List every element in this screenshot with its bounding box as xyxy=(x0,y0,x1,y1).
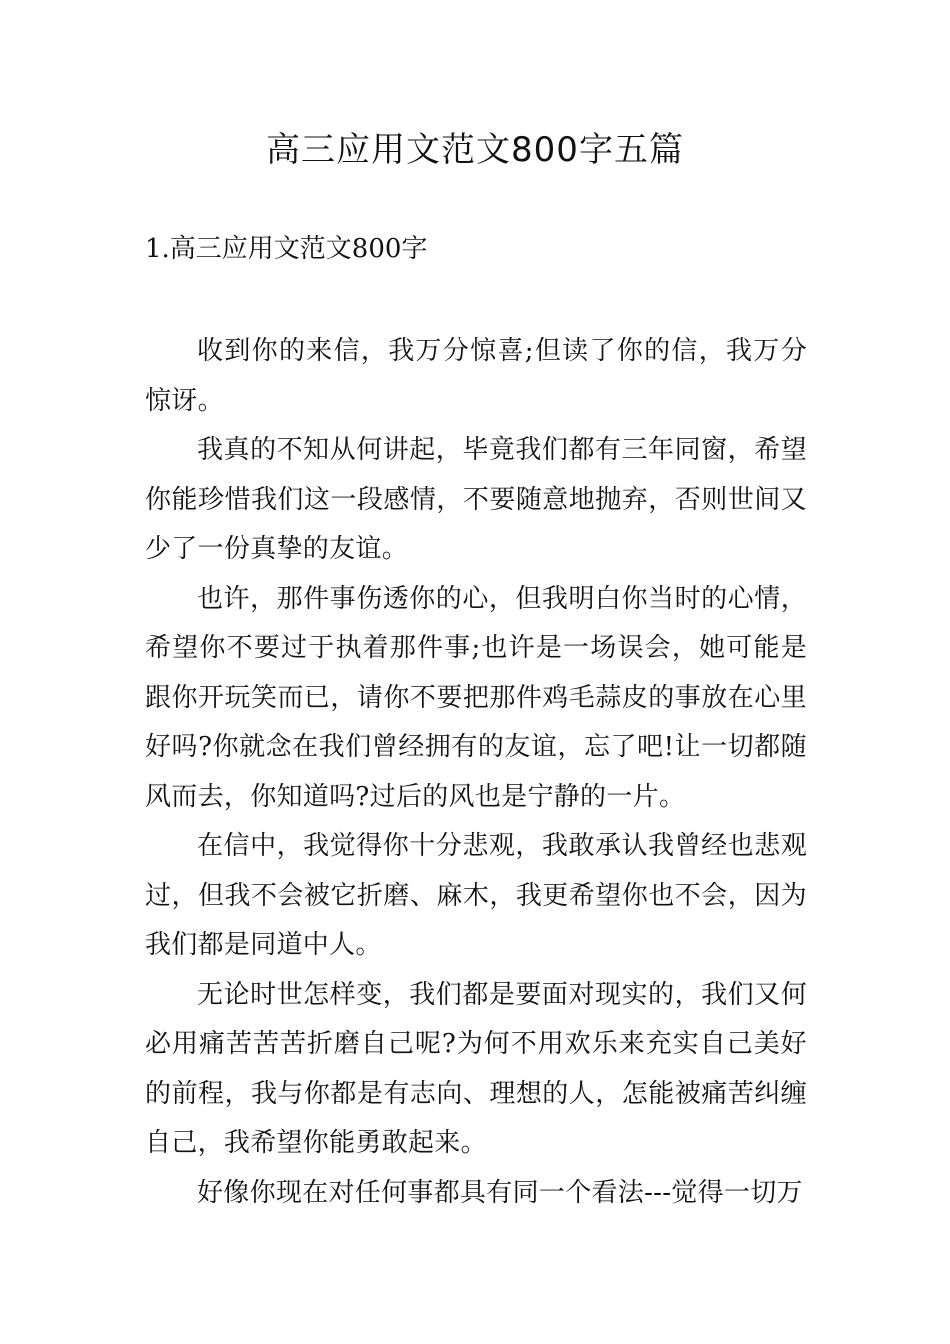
paragraph-3: 也许，那件事伤透你的心，但我明白你当时的心情，希望你不要过于执着那件事;也许是一场误会，她可能是跟你开玩笑而已，请你不要把那件鸡毛蒜皮的事放在心里好吗?你就念在我们曾经拥有的友谊，忘了吧!让一切都随风而去，你知道吗?过后的风也是宁静的一片。 xyxy=(145,583,807,812)
paragraph-6: 好像你现在对任何事都具有同一个看法---觉得一切万 xyxy=(197,1177,803,1208)
document-body xyxy=(145,327,807,1218)
paragraph-1: 收到你的来信，我万分惊喜;但读了你的信，我万分惊讶。 xyxy=(145,336,807,416)
paragraph-4: 在信中，我觉得你十分悲观，我敢承认我曾经也悲观过，但我不会被它折磨、麻木，我更希望你也不会，因为我们都是同道中人。 xyxy=(145,831,807,960)
paragraph-5: 无论时世怎样变，我们都是要面对现实的，我们又何必用痛苦苦苦折磨自己呢?为何不用欢乐来充实自己美好的前程，我与你都是有志向、理想的人，怎能被痛苦纠缠自己，我希望你能勇敢起来。 xyxy=(145,979,807,1158)
document-title: 高三应用文范文800字五篇 xyxy=(266,130,684,170)
paragraph-2: 我真的不知从何讲起，毕竟我们都有三年同窗，希望你能珍惜我们这一段感情，不要随意地抛弃，否则世间又少了一份真挚的友谊。 xyxy=(145,435,807,564)
section-heading: 1.高三应用文范文800字 xyxy=(145,234,428,264)
